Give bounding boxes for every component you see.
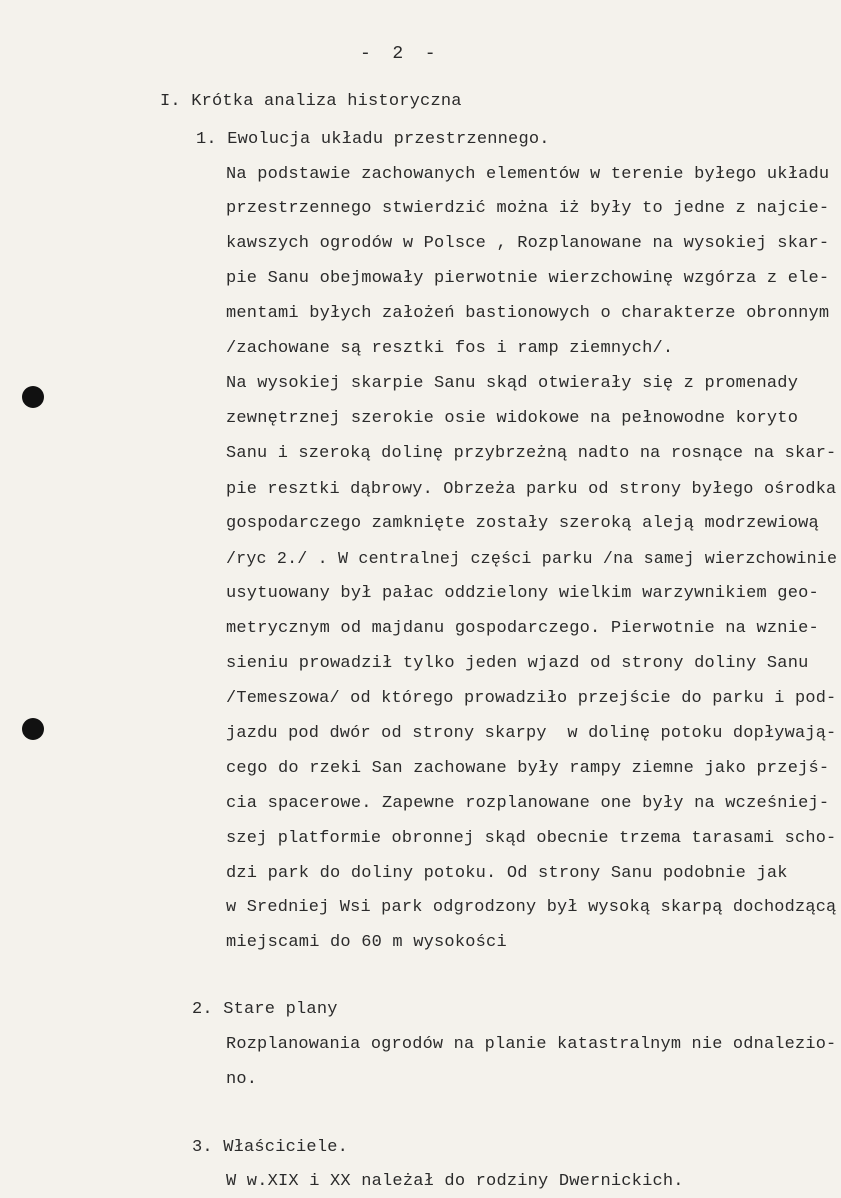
text-line: Na wysokiej skarpie Sanu skąd otwierały się z promenady (226, 374, 799, 393)
section-heading: I. Krótka analiza historyczna (160, 92, 462, 111)
text-line: /ryc 2./ . W centralnej części parku /na samej wierzchowinie (226, 549, 838, 568)
text-line: przestrzennego stwierdzić można iż były to jedne z najcie- (226, 199, 830, 218)
text-line: metrycznym od majdanu gospodarczego. Pierwotnie na wznie- (226, 619, 819, 638)
text-line: /zachowane są resztki fos i ramp ziemnych/. (226, 339, 674, 358)
text-line: kawszych ogrodów w Polsce , Rozplanowane na wysokiej skar- (226, 234, 830, 253)
text-line: miejscami do 60 m wysokości (226, 933, 507, 952)
text-line: szej platformie obronnej skąd obecnie trzema tarasami scho- (226, 829, 837, 848)
text-line: no. (226, 1070, 258, 1089)
text-line: pie resztki dąbrowy. Obrzeża parku od strony byłego ośrodka (226, 480, 837, 499)
text-line: cego do rzeki San zachowane były rampy ziemne jako przejś- (226, 759, 830, 778)
subsection-heading: 2. Stare plany (192, 1000, 338, 1019)
text-line: Na podstawie zachowanych elementów w terenie byłego układu (226, 165, 830, 184)
subsection-heading: 1. Ewolucja układu przestrzennego. (196, 130, 550, 149)
text-line: Rozplanowania ogrodów na planie katastralnym nie odnalezio- (226, 1035, 837, 1054)
text-line: w Sredniej Wsi park odgrodzony był wysoką skarpą dochodzącą (226, 898, 837, 917)
text-line: gospodarczego zamknięte zostały szeroką aleją modrzewiową (226, 514, 819, 533)
punch-hole (22, 386, 44, 408)
text-line: Sanu i szeroką dolinę przybrzeżną nadto na rosnące na skar- (226, 444, 837, 463)
text-line: sieniu prowadził tylko jeden wjazd od strony doliny Sanu (226, 654, 809, 673)
text-line: usytuowany był pałac oddzielony wielkim warzywnikiem geo- (226, 584, 819, 603)
text-line: pie Sanu obejmowały pierwotnie wierzchowinę wzgórza z ele- (226, 269, 830, 288)
text-line: jazdu pod dwór od strony skarpy w dolinę potoku dopływają- (226, 724, 837, 743)
text-line: /Temeszowa/ od którego prowadziło przejście do parku i pod- (226, 689, 837, 708)
text-line: cia spacerowe. Zapewne rozplanowane one były na wcześniej- (226, 794, 830, 813)
text-line: zewnętrznej szerokie osie widokowe na pełnowodne koryto (226, 409, 799, 428)
subsection-heading: 3. Właściciele. (192, 1138, 349, 1157)
text-line: W w.XIX i XX należał do rodziny Dwernickich. (226, 1172, 684, 1191)
page-number: - 2 - (360, 44, 436, 64)
text-line: dzi park do doliny potoku. Od strony Sanu podobnie jak (226, 864, 788, 883)
text-line: mentami byłych założeń bastionowych o charakterze obronnym (226, 304, 830, 323)
punch-hole (22, 718, 44, 740)
